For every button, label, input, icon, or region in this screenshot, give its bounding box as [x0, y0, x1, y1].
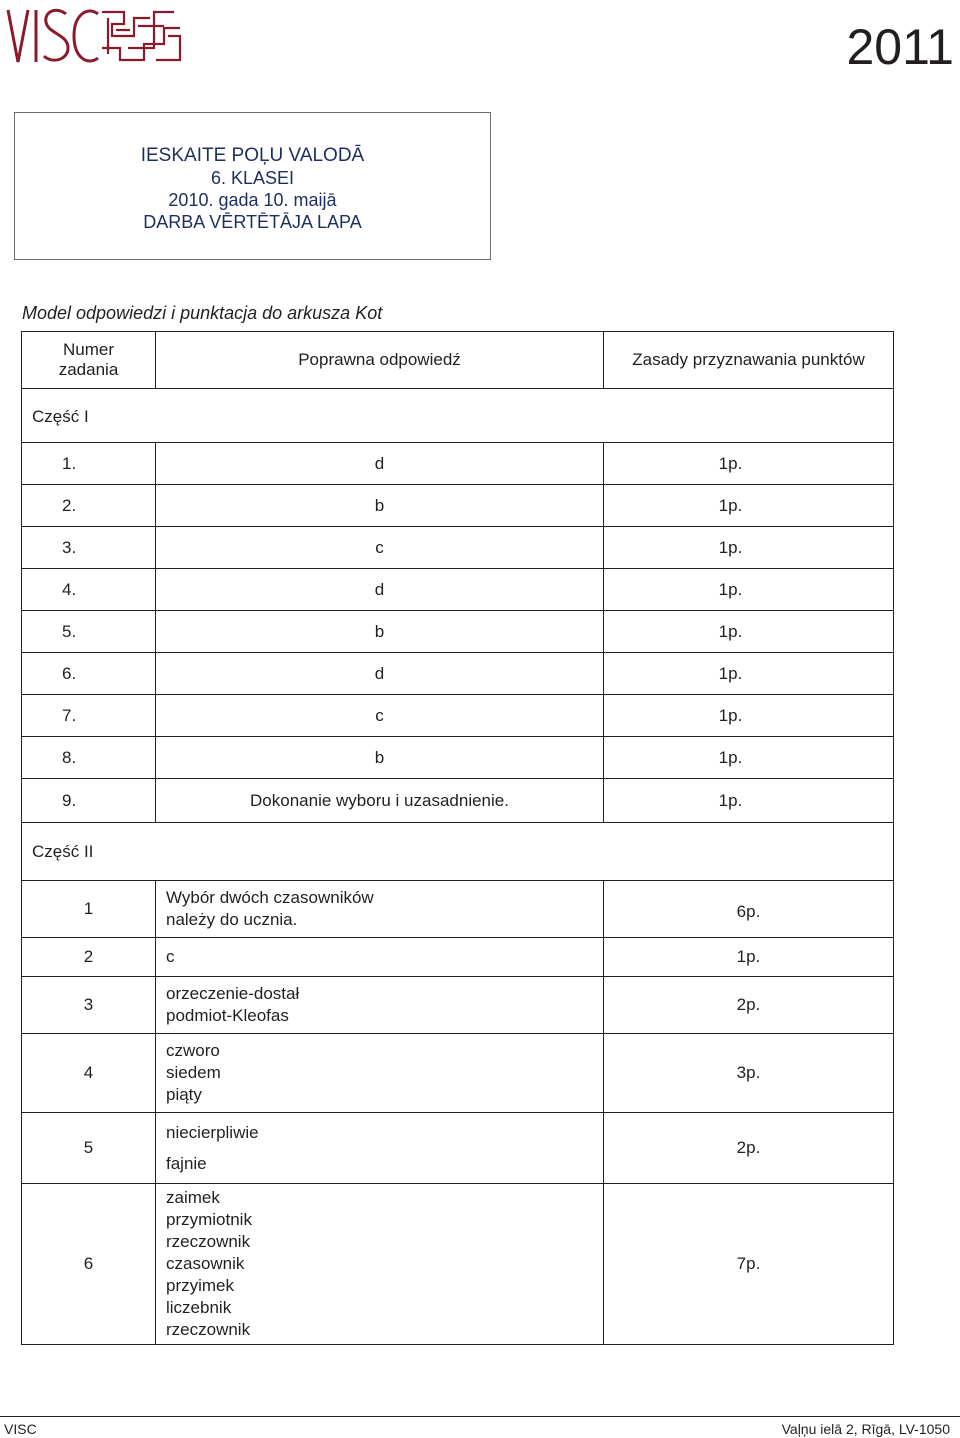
answer-line: czworo [166, 1041, 220, 1060]
footer-divider [0, 1416, 960, 1417]
task-number: 2. [22, 485, 156, 527]
answer-line: zaimek [166, 1188, 220, 1207]
title-line-3: 2010. gada 10. maijā [168, 190, 337, 210]
answer-line: czasownik [166, 1254, 245, 1273]
task-number: 4. [22, 569, 156, 611]
answer-line: c [166, 947, 175, 966]
points-cell: 1p. [604, 695, 894, 737]
points-cell: 1p. [604, 938, 894, 977]
table-row [22, 527, 894, 569]
points-cell: 1p. [604, 779, 894, 823]
task-number: 7. [22, 695, 156, 737]
task-number: 6. [22, 653, 156, 695]
table-row [22, 695, 894, 737]
answer-cell: Dokonanie wyboru i uzasadnienie. [156, 779, 604, 823]
points-cell: 6p. [604, 881, 894, 938]
task-number: 6 [22, 1184, 156, 1345]
answer-line: fajnie [166, 1153, 207, 1173]
section-row-part2 [22, 823, 894, 881]
answer-line: siedem [166, 1063, 221, 1082]
part2-rows [22, 881, 894, 1345]
year-label: 2011 [846, 19, 954, 75]
task-number: 1. [22, 443, 156, 485]
table-row [22, 443, 894, 485]
answer-cell: b [156, 485, 604, 527]
answer-cell: d [156, 569, 604, 611]
answer-line: piąty [166, 1085, 202, 1104]
answer-cell [156, 1184, 604, 1345]
task-number: 5 [22, 1113, 156, 1184]
table-row [22, 938, 894, 977]
table-row [22, 881, 894, 938]
table-row [22, 737, 894, 779]
answer-table [21, 331, 894, 1345]
points-cell: 1p. [604, 737, 894, 779]
header-answer: Poprawna odpowiedź [156, 332, 604, 389]
points-cell: 2p. [604, 977, 894, 1034]
points-cell: 7p. [604, 1184, 894, 1345]
table-row [22, 977, 894, 1034]
task-number: 2 [22, 938, 156, 977]
answer-cell: b [156, 737, 604, 779]
answer-cell: b [156, 611, 604, 653]
title-box [14, 112, 491, 260]
answer-cell [156, 881, 604, 938]
table-row [22, 1184, 894, 1345]
answer-cell [156, 938, 604, 977]
answer-line: podmiot-Kleofas [166, 1006, 289, 1025]
answer-cell: c [156, 695, 604, 737]
document-subtitle: Model odpowiedzi i punktacja do arkusza Kot [22, 303, 383, 323]
footer-address: Vaļņu ielā 2, Rīgā, LV-1050 [781, 1421, 950, 1437]
answer-line: Wybór dwóch czasowników [166, 888, 374, 907]
title-line-2: 6. KLASEI [210, 168, 295, 188]
table-header-row [22, 332, 894, 389]
table-row [22, 569, 894, 611]
visc-logo [4, 4, 184, 68]
answer-line: orzeczenie-dostał [166, 984, 300, 1003]
footer-organization: VISC [4, 1421, 37, 1437]
points-cell: 1p. [604, 443, 894, 485]
task-number: 5. [22, 611, 156, 653]
answer-line: należy do ucznia. [166, 910, 298, 929]
section-label: Część I [22, 389, 894, 443]
answer-cell [156, 1113, 604, 1184]
title-line-1: IESKAITE POĻU VALODĀ [140, 145, 365, 166]
answer-cell [156, 977, 604, 1034]
table-row [22, 485, 894, 527]
points-cell: 1p. [604, 653, 894, 695]
task-number: 3 [22, 977, 156, 1034]
points-cell: 1p. [604, 569, 894, 611]
points-cell: 3p. [604, 1034, 894, 1113]
table-row [22, 653, 894, 695]
task-number: 4 [22, 1034, 156, 1113]
answer-cell [156, 1034, 604, 1113]
points-cell: 1p. [604, 527, 894, 569]
header-number: Numer zadania [22, 332, 156, 389]
points-cell: 1p. [604, 485, 894, 527]
part1-rows [22, 443, 894, 823]
points-cell: 1p. [604, 611, 894, 653]
table-row [22, 611, 894, 653]
task-number: 8. [22, 737, 156, 779]
table-row [22, 779, 894, 823]
table-row [22, 1034, 894, 1113]
answer-line: przymiotnik [166, 1210, 252, 1229]
header-points: Zasady przyznawania punktów [604, 332, 894, 389]
points-cell: 2p. [604, 1113, 894, 1184]
answer-line: liczebnik [166, 1298, 232, 1317]
answer-cell: d [156, 653, 604, 695]
task-number: 1 [22, 881, 156, 938]
answer-line: rzeczownik [166, 1232, 251, 1251]
task-number: 9. [22, 779, 156, 823]
section-row-part1 [22, 389, 894, 443]
answer-line: rzeczownik [166, 1320, 251, 1339]
section-label: Część II [22, 823, 894, 881]
title-line-4: DARBA VĒRTĒTĀJA LAPA [143, 212, 362, 232]
answer-cell: d [156, 443, 604, 485]
answer-line: niecierpliwie [166, 1122, 259, 1142]
answer-line: przyimek [166, 1276, 235, 1295]
task-number: 3. [22, 527, 156, 569]
answer-cell: c [156, 527, 604, 569]
table-row [22, 1113, 894, 1184]
